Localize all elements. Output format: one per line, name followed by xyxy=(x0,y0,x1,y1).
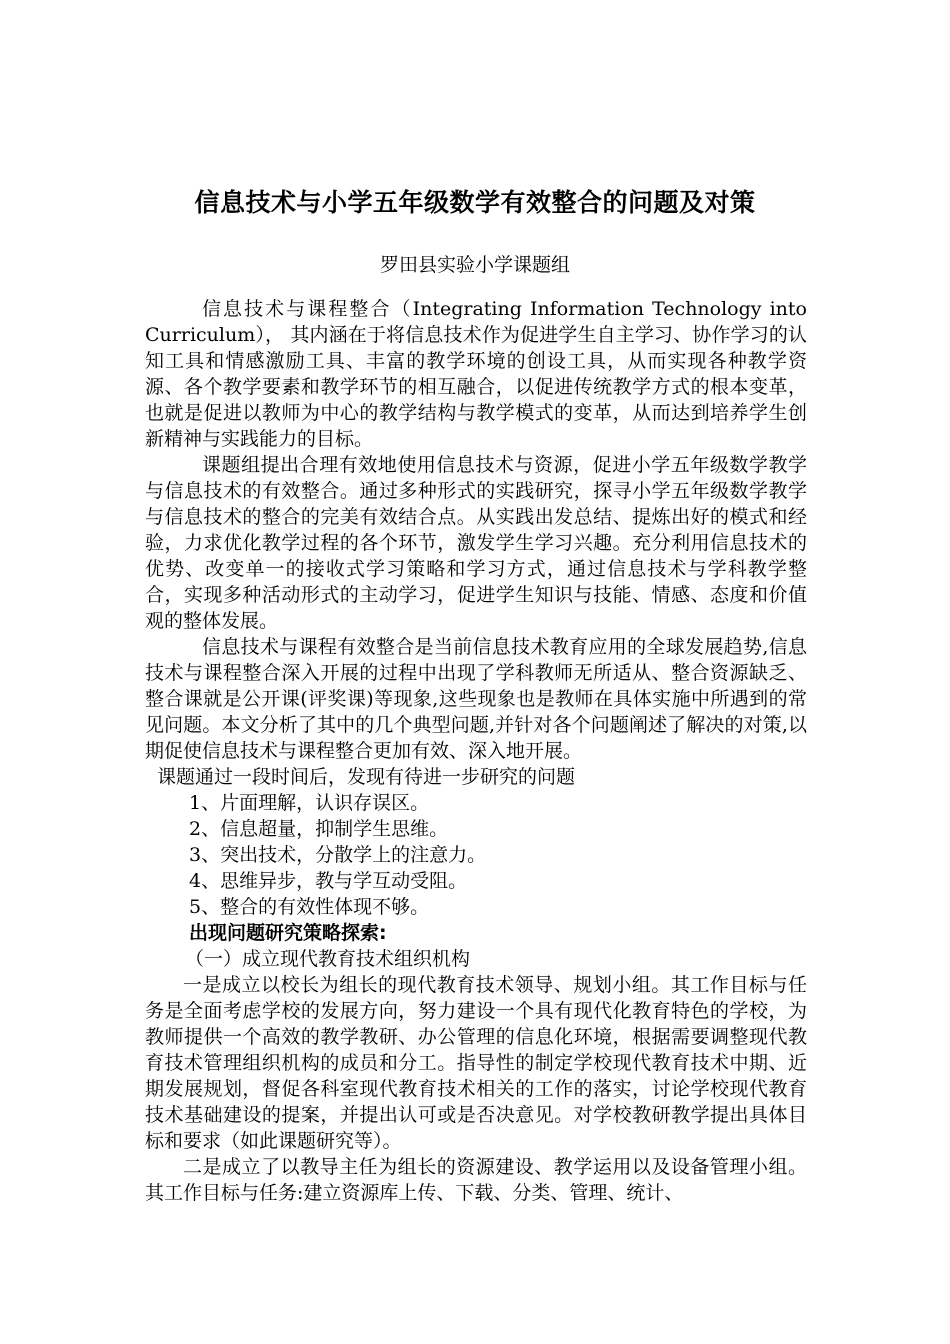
document-body xyxy=(145,296,807,1206)
document-title: 信息技术与小学五年级数学有效整合的问题及对策 xyxy=(194,188,756,217)
issue-item: 1、片面理解，认识存误区。 xyxy=(189,792,430,814)
paragraph: 信息技术与课程有效整合是当前信息技术教育应用的全球发展趋势,信息技术与课程整合深入开展的过程中出现了学科教师无所适从、整合资源缺乏、整合课就是公开课(评奖课)等现象,这些现象也是教师在具体实施中所遇到的常见问题。本文分析了其中的几个典型问题,并针对各个问题阐述了解决的对策,以期促使信息技术与课程整合更加有效、深入地开展。 xyxy=(145,636,807,762)
issue-item: 5、整合的有效性体现不够。 xyxy=(189,896,430,918)
issue-item: 4、思维异步，教与学互动受阻。 xyxy=(189,870,468,892)
issue-item: 2、信息超量，抑制学生思维。 xyxy=(189,818,449,840)
document-author: 罗田县实验小学课题组 xyxy=(379,254,570,276)
strategy-heading: 出现问题研究策略探索: xyxy=(189,922,387,944)
paragraph: 一是成立以校长为组长的现代教育技术领导、规划小组。其工作目标与任务是全面考虑学校的发展方向，努力建设一个具有现代化教育特色的学校，为教师提供一个高效的教学教研、办公管理的信息化环境，根据需要调整现代教育技术管理组织机构的成员和分工。指导性的制定学校现代教育技术中期、近期发展规划，督促各科室现代教育技术相关的工作的落实，讨论学校现代教育技术基础建设的提案，并提出认可或是否决意见。对学校教研教学提出具体目标和要求（如此课题研究等）。 xyxy=(145,974,807,1152)
paragraph: 二是成立了以教导主任为组长的资源建设、教学运用以及设备管理小组。其工作目标与任务:建立资源库上传、下载、分类、管理、统计、 xyxy=(145,1156,807,1204)
issue-item: 3、突出技术，分散学上的注意力。 xyxy=(189,844,487,866)
section-heading: （一）成立现代教育技术组织机构 xyxy=(185,948,471,970)
paragraph: 信息技术与课程整合（Integrating Information Technology into Curriculum）， 其内涵在于将信息技术作为促进学生自主学习、协作学习的认知工具和情感激励工具、丰富的教学环境的创设工具，从而实现各种教学资源、各个教学要素和教学环节的相互融合，以促进传统教学方式的根本变革，也就是促进以教师为中心的教学结构与教学模式的变革，从而达到培养学生创新精神与实践能力的目标。 xyxy=(145,298,807,450)
issues-intro: 课题通过一段时间后，发现有待进一步研究的问题 xyxy=(157,766,576,788)
paragraph: 课题组提出合理有效地使用信息技术与资源，促进小学五年级数学教学与信息技术的有效整合。通过多种形式的实践研究，探寻小学五年级数学教学与信息技术的整合的完美有效结合点。从实践出发总结、提炼出好的模式和经验，力求优化教学过程的各个环节，激发学生学习兴趣。充分利用信息技术的优势、改变单一的接收式学习策略和学习方式，通过信息技术与学科教学整合，实现多种活动形式的主动学习，促进学生知识与技能、情感、态度和价值观的整体发展。 xyxy=(145,454,807,632)
